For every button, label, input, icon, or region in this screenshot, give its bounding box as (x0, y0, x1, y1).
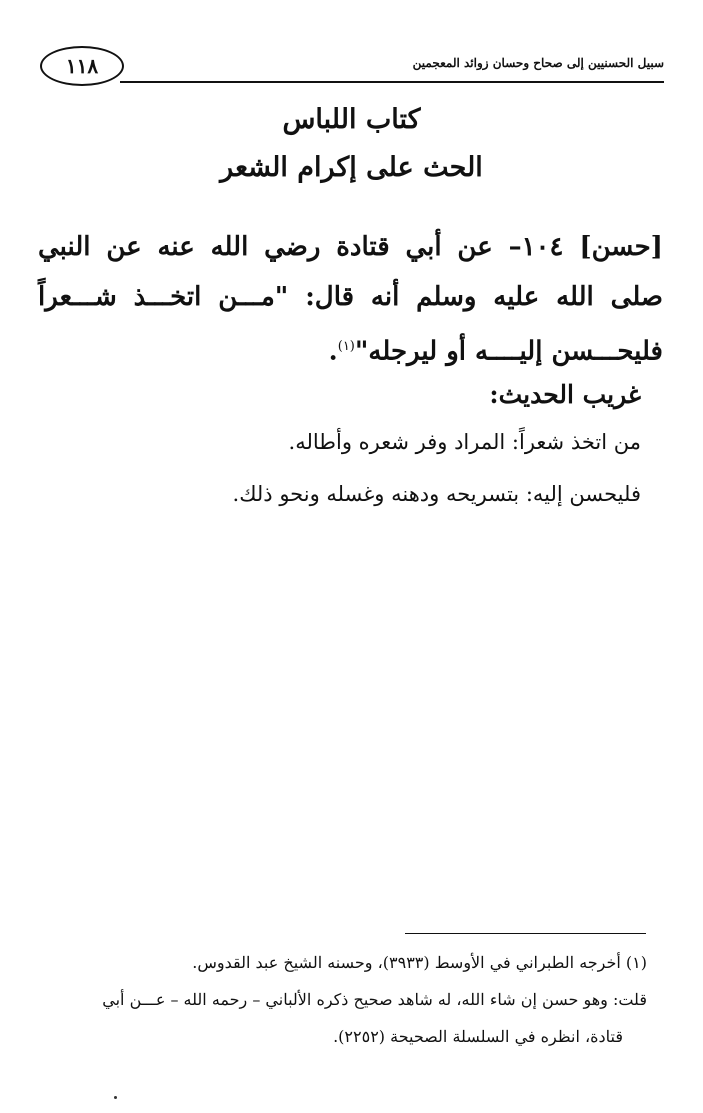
hadith-paragraph (38, 222, 663, 377)
chapter-title: الحث على إكرام الشعر (220, 152, 483, 183)
book-title: كتاب اللباس (282, 104, 421, 135)
gloss-term: من اتخذ شعراً: (511, 430, 641, 454)
header-divider (120, 81, 664, 83)
gloss-entry (289, 430, 641, 454)
gloss-meaning: المراد وفر شعره وأطاله. (288, 430, 506, 454)
gloss-term: فليحسن إليه: (525, 482, 641, 506)
footnote-line: قتادة، انظره في السلسلة الصحيحة (٢٢٥٢). (333, 1027, 623, 1046)
hadith-end-mark: . (328, 336, 338, 367)
page-number-badge: ١١٨ (40, 46, 124, 86)
footnote-line: قلت: وهو حسن إن شاء الله، له شاهد صحيح ذكره الألباني – رحمه الله – عـــن أبي (102, 990, 647, 1009)
scan-speck (114, 1096, 117, 1099)
footnote-line: (١) أخرجه الطبراني في الأوسط (٣٩٣٣)، وحسنه الشيخ عبد القدوس. (192, 953, 647, 972)
page-header (40, 46, 664, 86)
hadith-text: عن أبي قتادة رضي الله عنه عن النبي صلى الله عليه وسلم أنه قال: "مـــن اتخـــذ شـــعراً فليحـــسن إليــــه أو ليرجله" (38, 232, 663, 367)
running-title: سبيل الحسنيين إلى صحاح وحسان زوائد المعجمين (412, 56, 664, 70)
gloss-entry (233, 482, 641, 506)
gloss-meaning: بتسريحه ودهنه وغسله ونحو ذلك. (232, 482, 520, 506)
hadith-number: ١٠٤– (508, 232, 564, 262)
gharib-heading: غريب الحديث: (489, 380, 641, 409)
footnote-divider (405, 933, 646, 934)
hadith-grade: [حسن] (579, 232, 663, 262)
footnote-reference: (١) (337, 339, 355, 354)
